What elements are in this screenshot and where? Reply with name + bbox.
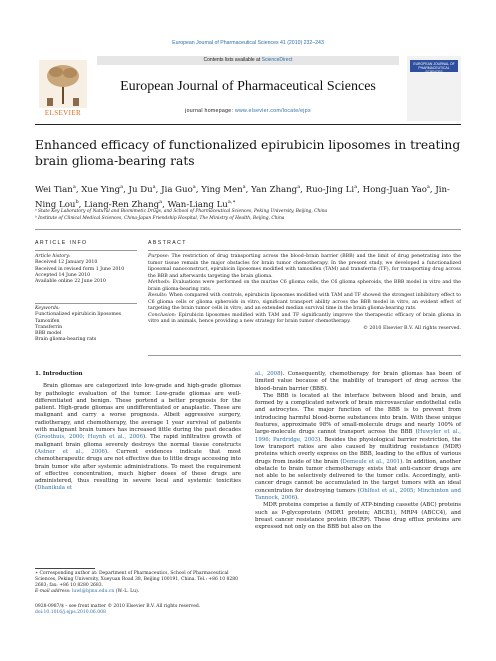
contents-prefix: Contents lists available at (203, 57, 262, 63)
paragraph-text: ). In addition, another obstacle to brain tumor chemotherapy exists that anti-cancer drugs are not able to be selectively delivered to the tumor cells. Accordingly, anti-cancer drugs cannot be accumulated in the target tumors with an ideal concentration for destroying tumors ( (255, 458, 462, 494)
abstract-body (148, 254, 461, 332)
citation-link[interactable]: Groothuis, 2000; Huynh et al., 2006 (37, 434, 144, 441)
keyword-item: Functionalized epirubicin liposomes (35, 312, 122, 318)
footnote-email-line (35, 589, 241, 595)
abstract-methods (148, 280, 461, 293)
email-suffix: (W.-L. Lu). (114, 589, 140, 594)
journal-title: European Journal of Pharmaceutical Sciences (120, 79, 376, 94)
footnote-divider (35, 568, 95, 569)
citation-link[interactable]: Ohlfest et al., 2005; Minchinton and Tannock, 2006 (255, 487, 461, 502)
author-separator: , (123, 184, 129, 195)
affiliations (35, 209, 461, 222)
history-accepted: Accepted 14 June 2010 (35, 272, 91, 278)
abstract-end-divider (148, 355, 461, 356)
journal-masthead (35, 56, 461, 121)
citation-link[interactable]: Astner et al., 2006 (37, 448, 105, 455)
keywords-label: Keywords: (35, 306, 60, 311)
author-name[interactable]: Jia Guo (161, 184, 193, 195)
author-name[interactable]: Liang-Ren Zhang (84, 199, 160, 210)
paragraph-text: ). Besides the physiological barrier restriction, the low transport ratios are also caused by multidrug resistance (MDR) proteins which overly express on the BBB, leading to the efflux of various drugs from inside of the brain ( (255, 436, 461, 465)
article-history (35, 254, 139, 285)
citation-link[interactable]: al., 2008 (255, 371, 281, 377)
sciencedirect-link[interactable]: ScienceDirect (261, 57, 293, 63)
footnote-text: ∗ Corresponding author at: Department of Pharmaceutics, School of Pharmaceutical Sciences, Peking University, Xueyuan Road 38, Beijing 100191, China. Tel.: +86 10 8280 2683; fax: +86 10 8280 2683. (35, 571, 238, 588)
keyword-item: Tamoxifen (35, 318, 60, 324)
author-affiliation-marker: a (72, 184, 76, 190)
article-title: Enhanced efficacy of functionalized epirubicin liposomes in treating brain glioma-bearing rats (35, 138, 461, 168)
paragraph-text: ). (295, 495, 299, 502)
results-label: Results: (148, 293, 168, 298)
citation-link[interactable]: Huwyler et al., 1996; Pardridge, 2003 (255, 429, 461, 443)
elsevier-tree-icon (39, 60, 87, 108)
methods-text: Evaluations were performed on the murine C6 glioma cells, the C6 glioma spheroids, the BBB model in vitro and the brain glioma-bearing rats. (148, 280, 461, 292)
abstract-conclusion (148, 313, 461, 326)
paragraph-text: Brain gliomas are categorized into low-grade and high-grade gliomas by pathologic evaluation of the tumor. Low-grade gliomas are well-differentiated and benign. These portend a better prognosis for the patient. High-grade gliomas are undifferentiated or anaplastic. These are malignant and carry a worse prognosis. Albeit aggressive surgery, radiotherapy, and chemotherapy, the average 1 year survival of patients with malignant brain tumors has increased little during the past decades ( (35, 383, 241, 441)
journal-cover-thumbnail[interactable] (407, 56, 461, 121)
intro-paragraph-1 (35, 383, 241, 492)
conclusion-text: Epirubicin liposomes modified with TAM and TF significantly improve the therapeutic efficacy of brain glioma in vitro and in animals, hence providing a new strategy for brain tumor chemotherapy. (148, 312, 461, 324)
body-column-left (35, 371, 241, 493)
email-link[interactable]: luwl@bjmu.edu.cn (71, 589, 115, 594)
author-name[interactable]: Yan Zhang (251, 184, 298, 195)
history-online: Available online 22 June 2010 (35, 279, 106, 285)
author-affiliation-marker: a (426, 184, 430, 190)
abstract-results (148, 293, 461, 313)
methods-label: Methods: (148, 280, 171, 285)
results-text: When compared with controls, epirubicin liposomes modified with TAM and TF showed the strongest inhibitory effect to C6 glioma cells or glioma spheroids in vitro, significant transport ability across the BBB model in vitro, an evident effect of targeting the brain tumor cells in vitro, and an extended median survival time in the brain glioma-bearing rats. (148, 293, 461, 311)
author-separator: , (429, 184, 436, 195)
author-affiliation-marker: b (75, 198, 79, 205)
journal-citation[interactable]: European Journal of Pharmaceutical Sciences 41 (2010) 232–243 (172, 40, 324, 46)
paragraph-text: The BBB is located at the interface between blood and brain, and formed by a complicated network of brain microvascular endothelial cells and astrocytes. The major function of the BBB is to prevent from introducing harmful blood-borne substances into brain. With these unique features, approximate 98% of small-molecule drugs and nearly 100% of large-molecule drugs cannot transport across the BBB ( (255, 392, 461, 436)
author-separator: , (75, 184, 82, 195)
purpose-label: Purpose: (148, 254, 170, 259)
author-separator: , (78, 199, 85, 210)
author-affiliation-marker: a (152, 184, 156, 190)
author-affiliation-marker: a (120, 184, 124, 190)
history-revised: Received in revised form 1 June 2010 (35, 266, 125, 272)
corresponding-author-footnote (35, 571, 241, 595)
intro-paragraph-1-cont (255, 371, 461, 393)
author-name[interactable]: Hong-Juan Yao (362, 184, 427, 195)
author-name[interactable]: Ruo-Jing Li (305, 184, 355, 195)
page-footer (35, 604, 241, 616)
keyword-item: Brain glioma-bearing rats (35, 337, 97, 343)
abstract-divider (148, 250, 461, 251)
author-separator: , (155, 184, 162, 195)
paragraph-text: ). Current evidences indicate that most chemotherapeutic drugs are not effective due to little drugs accessing into brain tumor site after systemic administrations. To meet the requirement of effective concentration, much higher doses of these drugs are administered, thus resulting in severe local and systemic toxicities ( (35, 448, 241, 492)
affiliation-a: ᵃ State Key Laboratory of Natural and Biomimetic Drugs, and School of Pharmaceutical Sciences, Peking University, Beijing, China (35, 209, 328, 214)
intro-paragraph-3: MDR proteins comprise a family of ATP-binding cassette (ABC) proteins such as P-glycoprotein (MDR1 protein; ABCB1), MRP4 (ABCC4), and breast cancer resistance protein (BCRP). These drug efflux proteins are expressed not only on the BBB but also on the (255, 502, 461, 531)
header-divider (35, 124, 461, 125)
author-affiliation-marker: a (159, 198, 163, 205)
abstract-heading: ABSTRACT (148, 240, 187, 246)
journal-homepage (97, 108, 399, 114)
abstract-purpose (148, 254, 461, 280)
author-name[interactable]: Ju Du (128, 184, 153, 195)
keyword-item: BBB model (35, 331, 62, 337)
author-name[interactable]: Ying Men (201, 184, 243, 195)
author-affiliation-marker: a (192, 184, 196, 190)
doi-link[interactable]: doi:10.1016/j.ejps.2010.06.008 (35, 610, 106, 615)
body-column-right (255, 371, 461, 532)
citation-link[interactable]: Demeule et al., 2001 (342, 458, 401, 465)
author-affiliation-marker: a,∗ (227, 198, 236, 205)
cover-title-band: EUROPEAN JOURNAL OF PHARMACEUTICAL SCIENCES (410, 60, 458, 72)
author-name[interactable]: Wei Tian (35, 184, 73, 195)
keywords-block (35, 306, 139, 344)
author-list (35, 181, 461, 211)
author-separator: , (245, 184, 252, 195)
author-affiliation-marker: a (242, 184, 246, 190)
article-info-divider (35, 250, 137, 251)
author-separator: , (357, 184, 363, 195)
affiliation-divider (35, 229, 461, 230)
article-info-heading: ARTICLE INFO (35, 240, 88, 246)
elsevier-logo[interactable] (35, 56, 91, 121)
conclusion-label: Conclusion: (148, 312, 177, 318)
history-received: Received 12 January 2010 (35, 260, 98, 266)
intro-paragraph-2 (255, 393, 461, 502)
abstract-copyright: © 2010 Elsevier B.V. All rights reserved. (363, 325, 461, 331)
paragraph-text: ). Consequently, chemotherapy for brain gliomas has been of limited value because of the inability of transport of drug across the blood–brain barrier (BBB). (255, 371, 461, 392)
history-label: Article history: (35, 254, 71, 259)
author-separator: , (300, 184, 306, 195)
email-label: E-mail address: (35, 589, 72, 594)
homepage-prefix: journal homepage: (185, 108, 235, 114)
purpose-text: The restriction of drug transporting across the blood–brain barrier (BBB) and the limit of drug penetrating into the tumor tissue remain the major obstacles for brain tumor chemotherapy. In the present study, we developed a functionalized liposomal nanoconstruct, epirubicin liposomes modified with tamoxifen (TAM) and transferrin (TF), for transporting drug across the BBB and afterwards targeting the brain glioma. (148, 254, 461, 279)
keywords-divider (35, 303, 137, 304)
keyword-item: Transferrin (35, 324, 63, 330)
introduction-heading: 1. Introduction (35, 371, 83, 377)
affiliation-b: ᵇ Institute of Clinical Medical Sciences, China-Japan Friendship Hospital, The Ministry of Health, Beijing, China (35, 215, 285, 221)
author-separator: , (195, 184, 202, 195)
elsevier-wordmark: ELSEVIER (44, 109, 82, 117)
author-name[interactable]: Jin-Ning Lou (35, 184, 450, 210)
author-name[interactable]: Wan-Liang Lu (167, 199, 228, 210)
paragraph-text: ). The rapid infiltrative growth of malignant brain glioma severely destroys the normal tissue constructs ( (35, 434, 241, 455)
author-affiliation-marker: a (297, 184, 301, 190)
issn-line: 0928-0987/$ – see front matter © 2010 Elsevier B.V. All rights reserved. (35, 604, 201, 609)
author-name[interactable]: Xue Ying (81, 184, 121, 195)
author-separator: , (162, 199, 168, 210)
homepage-link[interactable]: www.elsevier.com/locate/ejps (234, 108, 311, 114)
masthead-center (97, 56, 399, 121)
citation-link[interactable]: Dhanikula et (37, 485, 73, 492)
author-affiliation-marker: a (354, 184, 358, 190)
contents-bar (97, 56, 399, 65)
